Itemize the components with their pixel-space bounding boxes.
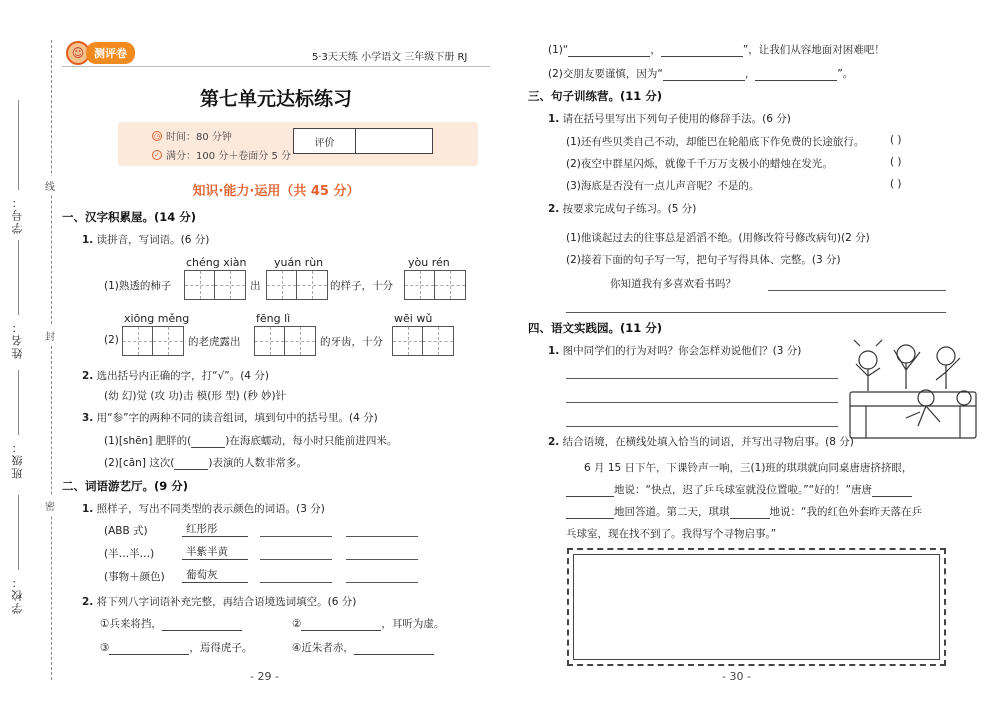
- badge-label: 测评卷: [86, 42, 135, 64]
- seal-mi: 密: [45, 496, 55, 515]
- evaluation-label: 评价: [294, 129, 356, 153]
- rhetoric-1: (1)还有些贝类自己不动，却能巴在轮船底下作免费的长途旅行。: [566, 136, 865, 148]
- pinyin-5: fēng lì: [256, 312, 291, 325]
- q1-row2-text-b: 的老虎露出: [188, 336, 241, 348]
- blank-input[interactable]: [568, 45, 650, 57]
- write-grid-3[interactable]: [404, 270, 466, 300]
- seal-feng: 封: [45, 326, 55, 345]
- blank-input[interactable]: [566, 507, 614, 519]
- pinyin-6: wēi wǔ: [394, 312, 433, 325]
- story-p2: 地说：“快点，迟了乒乓球室就没位置啦。”“好的！”唐唐: [566, 482, 912, 497]
- blank-input[interactable]: [109, 643, 189, 655]
- students-illustration: [846, 336, 980, 442]
- notice-writing-box[interactable]: [567, 548, 946, 666]
- answer-line[interactable]: [346, 559, 418, 560]
- section-2-title: 二、词语游艺厅。(9 分): [62, 479, 189, 493]
- s4-q1: 1. 图中同学们的行为对吗？你会怎样劝说他们？(3 分): [548, 345, 802, 357]
- s3-q2-line1: (1)他谈起过去的往事总是滔滔不绝。(用修改符号修改病句)(2 分): [566, 232, 870, 244]
- class-field[interactable]: [18, 370, 19, 435]
- q1-row1-text-b: 出: [250, 280, 261, 292]
- seal-xian: 线: [45, 176, 55, 195]
- color-row-1-label: (ABB 式): [104, 525, 148, 537]
- answer-line[interactable]: [768, 290, 946, 291]
- rhetoric-2-answer[interactable]: ( ): [890, 156, 902, 168]
- idiom-2: ② ，耳听为虚。: [292, 618, 445, 630]
- header-rule: [62, 66, 490, 67]
- students-climbing-icon: [846, 336, 980, 442]
- s3-q1: 1. 请在括号里写出下列句子使用的修辞手法。(6 分): [548, 113, 791, 125]
- s1-q2-options[interactable]: (幼 幻)觉 (攻 功)击 模(形 型) (秒 妙)针: [104, 390, 287, 402]
- s1-q1: 1. 读拼音，写词语。(6 分): [82, 234, 210, 246]
- answer-line[interactable]: [260, 536, 332, 537]
- evaluation-field[interactable]: [356, 129, 432, 153]
- idiom-4: ④近朱者赤，: [292, 640, 434, 655]
- idiom-fill-2: (2)交朋友要谨慎，因为“ ， ”。: [548, 68, 854, 80]
- color-row-1-example: 红彤彤: [182, 521, 248, 537]
- name-field[interactable]: [18, 240, 19, 315]
- section-4-title: 四、语文实践园。(11 分): [528, 321, 663, 335]
- color-row-2-label: (半…半…): [104, 548, 155, 560]
- school-field[interactable]: [18, 495, 19, 570]
- page-number-right: - 30 -: [722, 670, 751, 683]
- answer-line[interactable]: [566, 312, 946, 313]
- s3-q2-line2: (2)接着下面的句子写一写，把句子写得具体、完整。(3 分): [566, 254, 841, 266]
- s2-q1: 1. 照样子，写出不同类型的表示颜色的词语。(3 分): [82, 503, 325, 515]
- part-title: 知识·能力·运用（共 45 分）: [192, 184, 360, 199]
- rhetoric-3: (3)海底是否没有一点儿声音呢？不是的。: [566, 180, 760, 192]
- answer-line[interactable]: [566, 426, 838, 427]
- answer-line[interactable]: [346, 536, 418, 537]
- check-icon: ✓: [152, 150, 162, 160]
- idiom-fill-1: (1)“ ， ”，让我们从容地面对困难吧！: [548, 44, 885, 56]
- pinyin-3: yòu rén: [408, 256, 450, 269]
- blank-input[interactable]: [566, 485, 614, 497]
- score-info: ✓ 满分：100 分＋卷面分 5 分: [152, 147, 291, 162]
- clock-icon: ◷: [153, 131, 161, 140]
- pinyin-1: chéng xiàn: [186, 256, 247, 269]
- s1-q3-line1: (1)[shēn] 肥胖的( )在海底蠕动，每小时只能前进四米。: [104, 435, 398, 447]
- blank-input[interactable]: [730, 507, 770, 519]
- q1-row2-text-c: 的牙齿，十分: [320, 336, 383, 348]
- student-no-label: 学号：: [11, 195, 24, 234]
- blank-input[interactable]: [755, 69, 837, 81]
- evaluation-box: [293, 128, 433, 154]
- q1-row2-text-a: (2): [104, 334, 119, 346]
- pinyin-4: xiōng měng: [124, 312, 190, 325]
- write-grid-1[interactable]: [184, 270, 246, 300]
- page-title: 第七单元达标练习: [199, 88, 352, 110]
- test-badge: [66, 40, 146, 66]
- school-label: 学校：: [11, 575, 24, 614]
- s1-q3: 3. 用“参”字的两种不同的读音组词，填到句中的括号里。(4 分): [82, 412, 378, 424]
- time-info: ◷ 时间：80 分钟: [153, 131, 232, 143]
- blank-input[interactable]: [872, 485, 912, 497]
- answer-line[interactable]: [566, 402, 838, 403]
- notice-writing-area[interactable]: [573, 554, 940, 660]
- q1-row1-text-c: 的样子，十分: [330, 280, 393, 292]
- color-row-3-label: (事物＋颜色): [104, 571, 165, 583]
- story-p1: 6 月 15 日下午，下课铃声一响，三(1)班的琪琪就向同桌唐唐挤挤眼，: [584, 462, 913, 474]
- blank-input[interactable]: [174, 458, 208, 470]
- student-face-icon: ☺: [66, 41, 90, 65]
- answer-line[interactable]: [566, 378, 838, 379]
- s3-q2: 2. 按要求完成句子练习。(5 分): [548, 203, 697, 215]
- section-1-title: 一、汉字积累屋。(14 分): [62, 210, 197, 224]
- color-row-3-example: 葡萄灰: [182, 567, 248, 583]
- s4-q2: 2. 结合语境，在横线处填入恰当的词语，并写出寻物启事。(8 分): [548, 436, 854, 448]
- color-row-2-example: 半紫半黄: [182, 544, 248, 560]
- class-label: 班级：: [11, 440, 24, 479]
- rhetoric-3-answer[interactable]: ( ): [890, 178, 902, 190]
- binding-margin: [0, 0, 58, 707]
- page-number-left: - 29 -: [250, 670, 279, 683]
- name-label: 姓名：: [11, 320, 24, 359]
- blank-input[interactable]: [354, 643, 434, 655]
- blank-input[interactable]: [301, 619, 381, 631]
- blank-input[interactable]: [663, 69, 745, 81]
- s2-q2: 2. 将下列八字词语补充完整，再结合语境选词填空。(6 分): [82, 596, 357, 608]
- blank-input[interactable]: [162, 619, 242, 631]
- answer-line[interactable]: [260, 559, 332, 560]
- book-header: 5·3天天练 小学语文 三年级下册 RJ: [312, 52, 468, 63]
- pinyin-2: yuán rùn: [274, 256, 324, 269]
- answer-line[interactable]: [346, 582, 418, 583]
- idiom-1: ①兵来将挡，: [100, 616, 242, 631]
- story-p3: 地回答道。第二天，琪琪 地说：“我的红色外套昨天落在乒: [566, 504, 922, 519]
- q1-row1-text-a: (1)熟透的柿子: [104, 280, 172, 292]
- answer-line[interactable]: [260, 582, 332, 583]
- section-3-title: 三、句子训练营。(11 分): [528, 89, 663, 103]
- s1-q2: 2. 选出括号内正确的字，打“√”。(4 分): [82, 370, 269, 382]
- blank-input[interactable]: [191, 436, 225, 448]
- write-grid-2[interactable]: [266, 270, 328, 300]
- rhetoric-2: (2)夜空中群星闪烁，就像千千万万支极小的蜡烛在发光。: [566, 158, 833, 170]
- blank-input[interactable]: [661, 45, 743, 57]
- story-p4: 乓球室，现在找不到了。我得写个寻物启事。”: [566, 528, 777, 540]
- student-no-field[interactable]: [18, 100, 19, 190]
- cut-line: [51, 40, 52, 680]
- write-grid-5[interactable]: [254, 326, 316, 356]
- write-grid-6[interactable]: [392, 326, 454, 356]
- s1-q3-line2: (2)[cān] 这次( )表演的人数非常多。: [104, 457, 307, 469]
- write-grid-4[interactable]: [122, 326, 184, 356]
- s3-q2-prompt: 你知道我有多喜欢看书吗？: [610, 278, 736, 290]
- rhetoric-1-answer[interactable]: ( ): [890, 134, 902, 146]
- idiom-3: ③ ，焉得虎子。: [100, 642, 253, 654]
